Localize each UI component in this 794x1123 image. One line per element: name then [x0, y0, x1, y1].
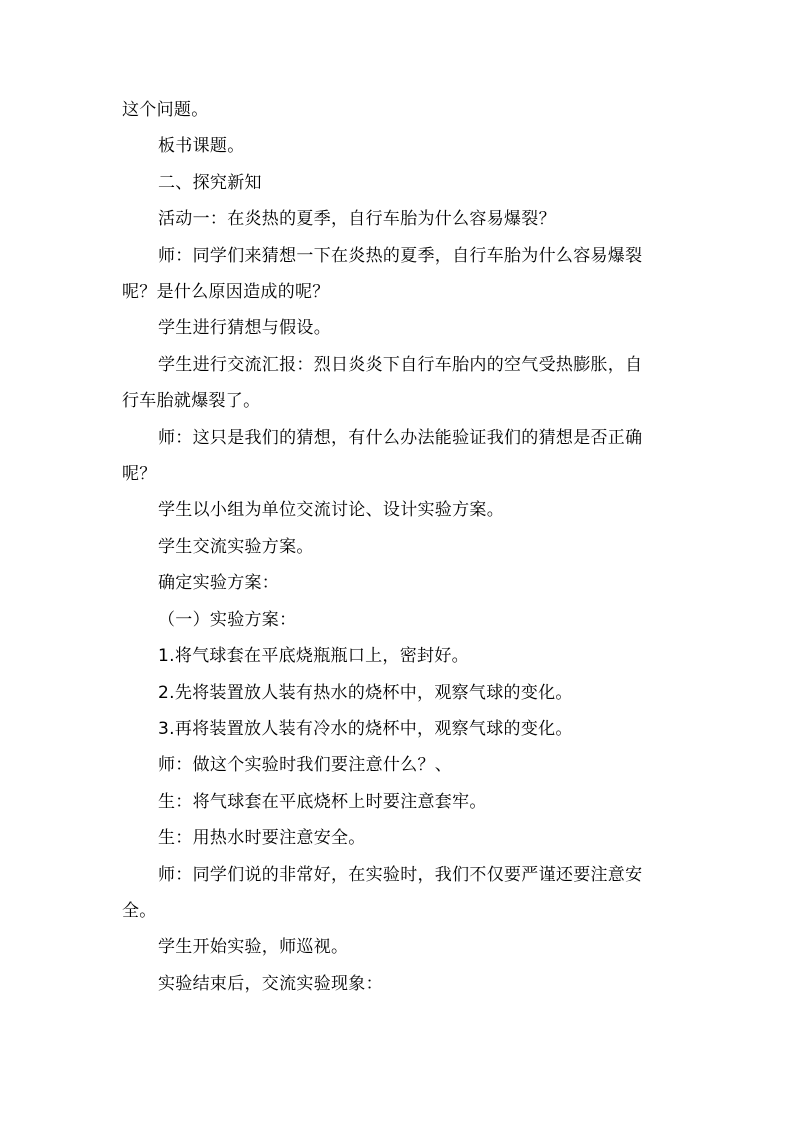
document-body: [122, 92, 678, 1002]
list-item: 1.将气球套在平底烧瓶瓶口上，密封好。: [158, 646, 469, 667]
activity-heading: 活动一：在炎热的夏季，自行车胎为什么容易爆裂？: [158, 209, 556, 230]
text-line: 这个问题。: [122, 100, 209, 120]
text-line: 呢？是什么原因造成的呢？: [122, 282, 330, 303]
text-line: 全。: [122, 900, 157, 921]
text-line: 实验结束后，交流实验现象：: [158, 973, 383, 994]
list-item: 2.先将装置放人装有热水的烧杯中，观察气球的变化。: [158, 682, 573, 703]
text-line: 学生以小组为单位交流讨论、设计实验方案。: [158, 500, 504, 521]
text-line: 师：这只是我们的猜想，有什么办法能验证我们的猜想是否正确: [158, 427, 643, 448]
text-line: 呢？: [122, 464, 157, 485]
text-line: 确定实验方案：: [158, 573, 280, 594]
text-line: 行车胎就爆裂了。: [122, 391, 261, 412]
text-line: 师：同学们来猜想一下在炎热的夏季，自行车胎为什么容易爆裂: [158, 245, 643, 266]
text-line: 学生交流实验方案。: [158, 536, 314, 557]
text-line: 师：做这个实验时我们要注意什么？、: [158, 755, 453, 776]
text-line: 板书课题。: [158, 136, 245, 157]
section-heading: 二、探究新知: [158, 172, 262, 193]
text-line: 生：用热水时要注意安全。: [158, 828, 366, 849]
subsection-heading: （一）实验方案：: [158, 609, 297, 630]
text-line: 学生进行猜想与假设。: [158, 318, 331, 339]
text-line: 学生进行交流汇报：烈日炎炎下自行车胎内的空气受热膨胀，自: [158, 354, 643, 375]
list-item: 3.再将装置放人装有冷水的烧杯中，观察气球的变化。: [158, 718, 573, 739]
text-line: 师：同学们说的非常好，在实验时，我们不仅要严谨还要注意安: [158, 864, 643, 885]
text-line: 学生开始实验，师巡视。: [158, 937, 349, 958]
text-line: 生：将气球套在平底烧杯上时要注意套牢。: [158, 791, 487, 812]
